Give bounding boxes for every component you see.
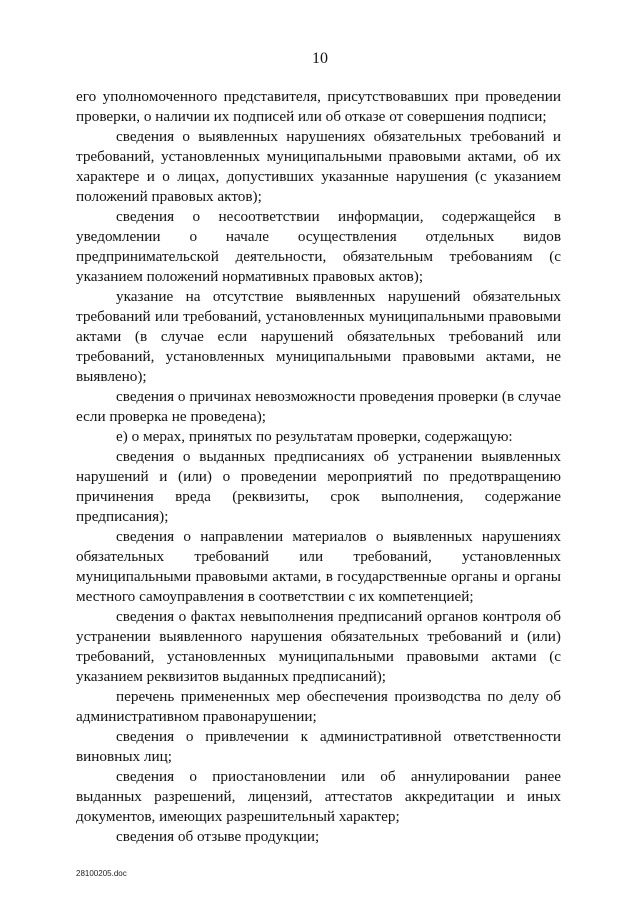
paragraph: сведения о приостановлении или об аннулировании ранее выданных разрешений, лицензий, аттестатов аккредитации и иных документов, имеющих разрешительный характер; — [76, 768, 561, 825]
paragraph: сведения о несоответствии информации, содержащейся в уведомлении о начале осуществления отдельных видов предпринимательской деятельности, обязательным требованиям (с указанием положений нормативных правовых актов); — [76, 208, 561, 285]
paragraph: сведения о выявленных нарушениях обязательных требований и требований, установленных муниципальными правовыми актами, об их характере и о лицах, допустивших указанные нарушения (с указанием положений правовых актов); — [76, 128, 561, 205]
paragraph: сведения о выданных предписаниях об устранении выявленных нарушений и (или) о проведении мероприятий по предотвращению причинения вреда (реквизиты, срок выполнения, содержание предписания); — [76, 448, 561, 525]
paragraph: е) о мерах, принятых по результатам проверки, содержащую: — [116, 428, 513, 445]
paragraph: указание на отсутствие выявленных нарушений обязательных требований или требований, установленных муниципальными правовыми актами (в случае если нарушений обязательных требований или требований, установленных муниципальными правовыми актами, не выявлено); — [76, 288, 561, 385]
paragraph: перечень примененных мер обеспечения производства по делу об административном правонарушении; — [76, 688, 561, 725]
paragraph: сведения о направлении материалов о выявленных нарушениях обязательных требований или требований, установленных муниципальными правовыми актами, в государственные органы и органы местного самоуправления в соответствии с их компетенцией; — [76, 528, 561, 605]
paragraph: его уполномоченного представителя, присутствовавших при проведении проверки, о наличии их подписей или об отказе от совершения подписи; — [76, 88, 561, 125]
page-number: 10 — [312, 50, 328, 67]
file-code: 28100205.doc — [76, 869, 127, 878]
paragraph: сведения о фактах невыполнения предписаний органов контроля об устранении выявленного нарушения обязательных требований и (или) требований, установленных муниципальными правовыми актами (с указанием реквизитов выданных предписаний); — [76, 608, 561, 685]
document-body — [76, 87, 561, 847]
paragraph: сведения об отзыве продукции; — [116, 828, 320, 845]
paragraph: сведения о причинах невозможности проведения проверки (в случае если проверка не проведена); — [76, 388, 561, 425]
paragraph: сведения о привлечении к административной ответственности виновных лиц; — [76, 728, 561, 765]
